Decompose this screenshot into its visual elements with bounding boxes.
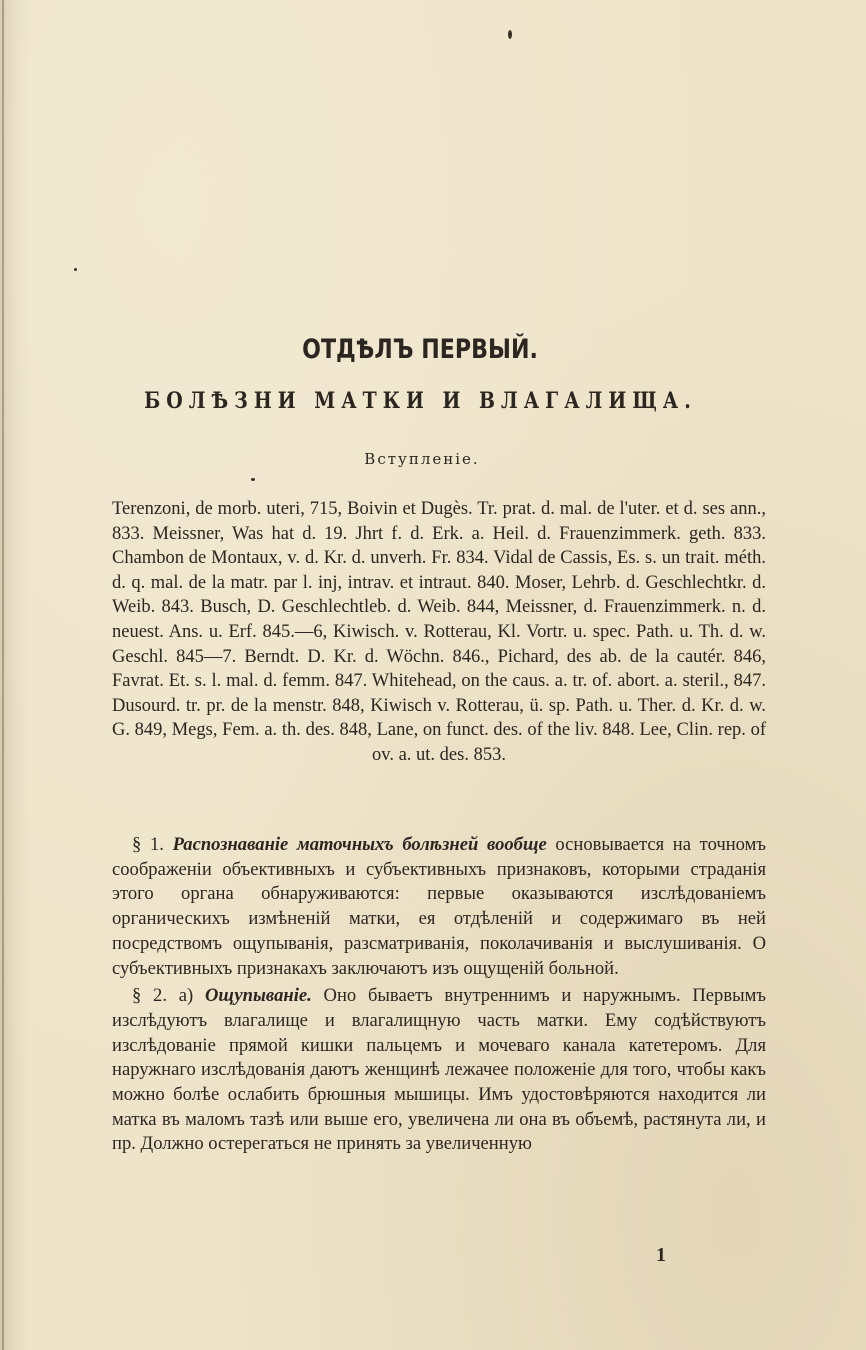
body-text	[112, 833, 766, 1157]
section-lead: Ощупываніе.	[204, 985, 312, 1007]
section-number: § 1.	[132, 834, 164, 855]
section-subletter: a)	[178, 985, 194, 1007]
page-edge-shadow	[2, 0, 4, 1350]
introduction-heading: Вступленіе.	[364, 450, 480, 468]
section-number: § 2.	[132, 985, 167, 1007]
chapter-subtitle: БОЛѢЗНИ МАТКИ И ВЛАГАЛИЩА.	[144, 388, 697, 414]
paragraph-section-1	[112, 833, 766, 981]
section-lead: Распознаваніе маточныхъ болѣзней вообще	[172, 834, 547, 855]
ink-speck	[251, 478, 255, 481]
section-text: Оно бываетъ внутреннимъ и наружнымъ. Первымъ изслѣдуютъ влагалище и влагалищную часть матки. Ему содѣйствуютъ изслѣдованіе прямой кишки пальцемъ и мочеваго канала катетеромъ. Для наружнаго изслѣдованія даютъ женщинѣ лежачее положеніе для того, чтобы какъ можно болѣе ослабить брюшныя мышицы. Имъ удостовѣряются находится ли матка въ маломъ тазѣ или выше его, увеличена ли она въ объемѣ, растянута ли, и пр. Должно остерегаться не принять за увеличенную	[112, 985, 767, 1155]
section-title: ОТДѢЛЪ ПЕРВЫЙ.	[302, 334, 538, 365]
ink-speck	[508, 30, 512, 39]
ink-speck	[74, 268, 77, 271]
section-text: основывается на точномъ соображеніи объективныхъ и субъективныхъ признаковъ, которыми страданія этого органа обнаруживаются: первые оказываются изслѣдованіемъ органическихъ измѣненій матки, ея отдѣленій и содержимаго въ ней посредствомъ ощупыванія, разсматриванія, поколачиванія и выслушиванія. О субъективныхъ признакахъ заключаютъ изъ ощущеній больной.	[112, 834, 767, 979]
paragraph-section-2	[112, 984, 766, 1157]
bibliography-paragraph: Terenzoni, de morb. uteri, 715, Boivin et Dugès. Tr. prat. d. mal. de l'uter. et d. ses ann., 833. Meissner, Was hat d. 19. Jhrt f. d. Erk. a. Heil. d. Frauenzimmerk. geth. 833. Chambon de Montaux, v. d. Kr. d. unverh. Fr. 834. Vidal de Cassis, Es. s. un trait. méth. d. q. mal. de la matr. par l. inj, intrav. et intraut. 840. Moser, Lehrb. d. Geschlechtkr. d. Weib. 843. Busch, D. Geschlechtleb. d. Weib. 844, Meissner, d. Frauenzimmerk. n. d. neuest. Ans. u. Erf. 845.—6, Kiwisch. v. Rotterau, Kl. Vortr. u. spec. Path. u. Th. d. w. Geschl. 845—7. Berndt. D. Kr. d. Wöchn. 846., Pichard, des ab. de la cautér. 846, Favrat. Et. s. l. mal. d. femm. 847. Whitehead, on the caus. a. tr. of. abort. a. steril., 847. Dusourd. tr. pr. de la menstr. 848, Kiwisch v. Rotterau, ü. sp. Path. u. Ther. d. Kr. d. w. G. 849, Megs, Fem. a. th. des. 848, Lane, on funct. des. of the liv. 848. Lee, Clin. rep. of ov. a. ut. des. 853.	[112, 499, 766, 765]
page-number: 1	[656, 1244, 666, 1266]
